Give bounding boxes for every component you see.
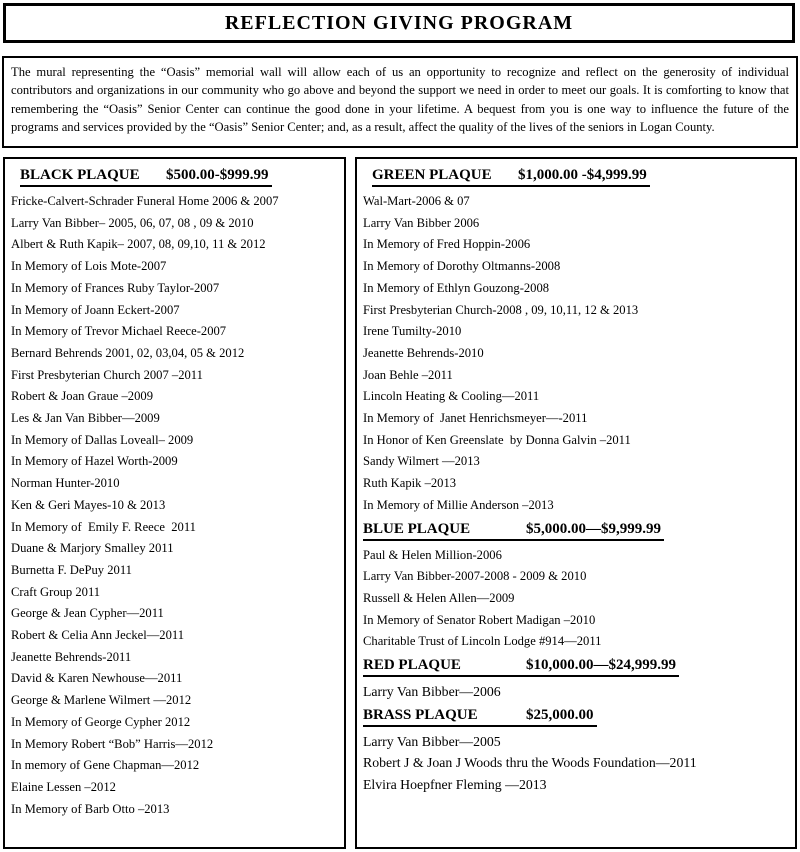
plaque-entry: Ruth Kapik –2013 (363, 476, 457, 491)
section-heading (372, 166, 650, 187)
plaque-section (363, 703, 789, 796)
page-title: REFLECTION GIVING PROGRAM (224, 11, 574, 34)
section-name: GREEN PLAQUE (372, 167, 492, 183)
plaque-entry: David & Karen Newhouse—2011 (11, 671, 183, 686)
plaque-entry: Robert J & Joan J Woods thru the Woods Foundation—2011 (363, 755, 697, 771)
plaque-entry: Elvira Hoepfner Fleming —2013 (363, 777, 547, 793)
plaque-entry: In Memory of Senator Robert Madigan –2010 (363, 612, 596, 627)
plaque-entry: Russell & Helen Allen—2009 (363, 590, 515, 605)
plaque-entry: Larry Van Bibber-2007-2008 - 2009 & 2010 (363, 569, 587, 584)
left-column-body (5, 159, 344, 824)
section-range: $10,000.00—$24,999.99 (526, 657, 676, 674)
plaque-entry: Duane & Marjory Smalley 2011 (11, 541, 174, 556)
section-name: BRASS PLAQUE (363, 706, 478, 723)
plaque-entry: In Memory of Millie Anderson –2013 (363, 497, 554, 512)
plaque-entry: Larry Van Bibber—2005 (363, 733, 501, 749)
plaque-entry: Larry Van Bibber—2006 (363, 684, 501, 700)
section-range: $25,000.00 (526, 706, 594, 723)
plaque-entry: In Memory of Trevor Michael Reece-2007 (11, 324, 227, 339)
plaque-entry: Irene Tumilty-2010 (363, 324, 462, 339)
section-heading (363, 706, 597, 727)
section-heading (363, 656, 679, 677)
entry-list (363, 731, 789, 796)
section-name: BLUE PLAQUE (363, 520, 471, 537)
plaque-entry: In Honor of Ken Greenslate by Donna Galvin –2011 (363, 432, 631, 447)
plaque-entry: Les & Jan Van Bibber—2009 (11, 411, 160, 426)
plaque-entry: In memory of Gene Chapman—2012 (11, 758, 200, 773)
plaque-entry: In Memory of Emily F. Reece 2011 (11, 519, 196, 534)
plaque-entry: Burnetta F. DePuy 2011 (11, 562, 132, 577)
section-heading (20, 166, 272, 187)
plaque-entry: Larry Van Bibber– 2005, 06, 07, 08 , 09 & 2010 (11, 215, 254, 230)
plaque-entry: In Memory of Lois Mote-2007 (11, 259, 167, 274)
plaque-section (363, 517, 789, 654)
title-box (3, 3, 795, 43)
right-column-body (357, 159, 795, 800)
intro-box (2, 56, 798, 148)
plaque-entry: Craft Group 2011 (11, 584, 101, 599)
plaque-entry: Jeanette Behrends-2010 (363, 345, 484, 360)
section-name: RED PLAQUE (363, 657, 461, 674)
entry-list (363, 191, 789, 517)
plaque-entry: In Memory of Janet Henrichsmeyer—-2011 (363, 411, 588, 426)
entry-list (363, 545, 789, 654)
plaque-entry: Norman Hunter-2010 (11, 476, 120, 491)
section-range: $1,000.00 -$4,999.99 (518, 167, 647, 183)
plaque-entry: In Memory of Frances Ruby Taylor-2007 (11, 280, 220, 295)
plaque-entry: Elaine Lessen –2012 (11, 779, 116, 794)
plaque-entry: Jeanette Behrends-2011 (11, 649, 132, 664)
plaque-entry: In Memory of Ethlyn Gouzong-2008 (363, 280, 550, 295)
plaque-entry: George & Jean Cypher—2011 (11, 606, 164, 621)
plaque-entry: Bernard Behrends 2001, 02, 03,04, 05 & 2012 (11, 345, 245, 360)
plaque-entry: In Memory of Hazel Worth-2009 (11, 454, 178, 469)
section-range: $5,000.00—$9,999.99 (526, 520, 661, 537)
plaque-entry: In Memory of Dallas Loveall– 2009 (11, 432, 194, 447)
section-range: $500.00-$999.99 (166, 167, 269, 183)
plaque-section (11, 163, 338, 820)
plaque-entry: In Memory of Fred Hoppin-2006 (363, 237, 531, 252)
plaque-entry: In Memory of George Cypher 2012 (11, 714, 191, 729)
plaque-section (363, 163, 789, 517)
plaque-entry: Ken & Geri Mayes-10 & 2013 (11, 497, 166, 512)
section-heading (363, 520, 664, 541)
plaque-entry: Robert & Joan Graue –2009 (11, 389, 153, 404)
plaque-entry: In Memory of Dorothy Oltmanns-2008 (363, 259, 561, 274)
plaque-entry: Sandy Wilmert —2013 (363, 454, 480, 469)
section-name: BLACK PLAQUE (20, 167, 140, 183)
plaque-entry: First Presbyterian Church 2007 –2011 (11, 367, 203, 382)
left-column (3, 157, 346, 849)
plaque-entry: Fricke-Calvert-Schrader Funeral Home 2006 & 2007 (11, 194, 279, 208)
plaque-entry: First Presbyterian Church-2008 , 09, 10,11, 12 & 2013 (363, 302, 639, 317)
plaque-entry: Paul & Helen Million-2006 (363, 547, 502, 562)
right-column (355, 157, 797, 849)
entry-list (363, 681, 789, 703)
plaque-entry: Joan Behle –2011 (363, 367, 453, 382)
plaque-entry: In Memory of Barb Otto –2013 (11, 801, 170, 816)
plaque-section (363, 653, 789, 703)
plaque-entry: Robert & Celia Ann Jeckel—2011 (11, 628, 185, 643)
plaque-entry: In Memory Robert “Bob” Harris—2012 (11, 736, 214, 751)
plaque-entry: Albert & Ruth Kapik– 2007, 08, 09,10, 11 & 2012 (11, 237, 266, 252)
plaque-entry: Lincoln Heating & Cooling—2011 (363, 389, 540, 404)
intro-paragraph: The mural representing the “Oasis” memorial wall will allow each of us an opportunity to recognize and reflect on the generosity of individual contributors and organizations in our community who go above and beyond the support we need in order to meet our goals. It is comforting to know that remembering the “Oasis” Senior Center can continue the good done in your lifetime. A bequest from you is one way to influence the future of the programs and services provided by the “Oasis” Senior Center; and, as a result, affect the quality of the lives of the seniors in Logan County. (11, 65, 789, 134)
plaque-entry: Larry Van Bibber 2006 (363, 215, 480, 230)
entry-list (11, 191, 338, 820)
plaque-entry: George & Marlene Wilmert —2012 (11, 693, 192, 708)
plaque-entry: In Memory of Joann Eckert-2007 (11, 302, 180, 317)
plaque-entry: Wal-Mart-2006 & 07 (363, 194, 470, 208)
plaque-entry: Charitable Trust of Lincoln Lodge #914—2011 (363, 634, 602, 649)
